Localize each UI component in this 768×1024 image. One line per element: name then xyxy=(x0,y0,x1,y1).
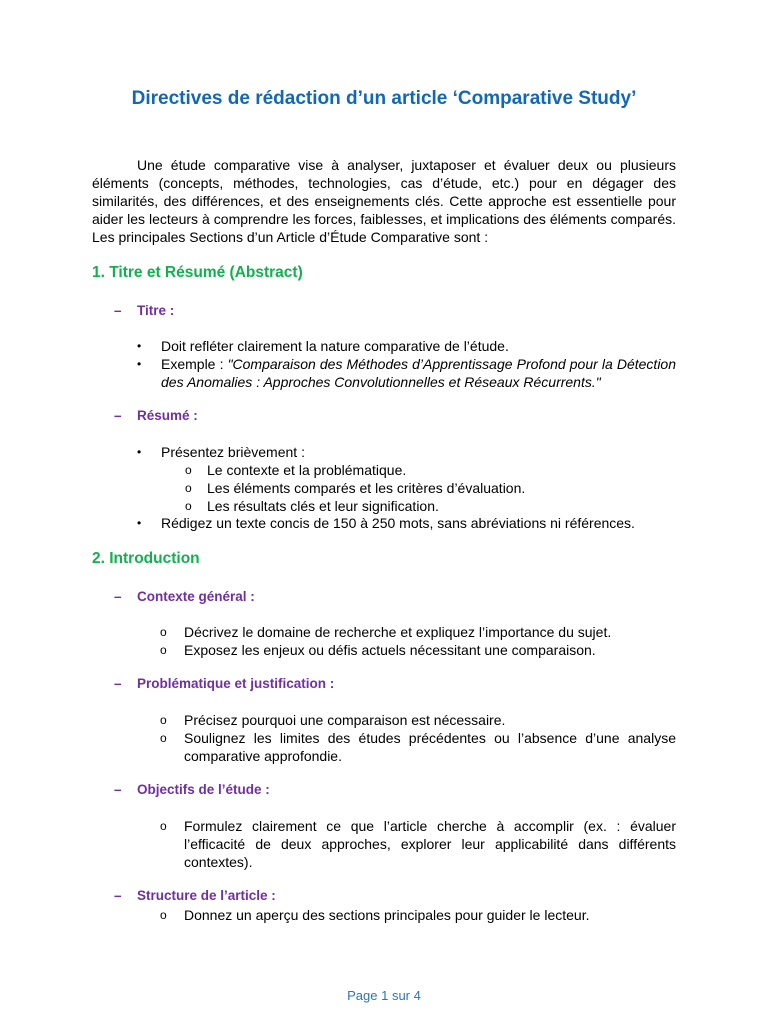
list-item-text: Le contexte et la problématique. xyxy=(207,462,407,478)
sub-list-item xyxy=(185,461,676,479)
circle-bullet-icon: o xyxy=(185,481,192,495)
dash-marker: – xyxy=(114,303,122,318)
subsection-label: Problématique et justification : xyxy=(137,676,335,691)
dash-marker: – xyxy=(114,782,122,797)
subsection-titre xyxy=(114,303,174,318)
subsection-label: Résumé : xyxy=(137,408,198,423)
page-footer: Page 1 sur 4 xyxy=(347,988,421,1003)
bullet-icon: • xyxy=(137,516,142,530)
subsection-contexte xyxy=(114,589,255,604)
sub-list-item xyxy=(160,711,676,729)
list-item-text: Les résultats clés et leur signification. xyxy=(207,498,439,514)
bullet-icon: • xyxy=(137,445,142,459)
list-item-text: Doit refléter clairement la nature comparative de l’étude. xyxy=(161,338,509,354)
subsection-objectifs xyxy=(114,782,270,797)
sub-list-item xyxy=(160,906,676,924)
circle-bullet-icon: o xyxy=(160,713,167,727)
list-item-text: Exemple : xyxy=(161,356,228,372)
subsection-label: Objectifs de l’étude : xyxy=(137,782,270,797)
circle-bullet-icon: o xyxy=(160,625,167,639)
bullet-icon: • xyxy=(137,339,142,353)
list-item xyxy=(137,355,677,391)
circle-bullet-icon: o xyxy=(160,908,167,922)
subsection-problematique xyxy=(114,676,334,691)
circle-bullet-icon: o xyxy=(185,463,192,477)
bullet-icon: • xyxy=(137,357,142,371)
subsection-structure xyxy=(114,888,276,903)
sub-list-item xyxy=(185,497,676,515)
dash-marker: – xyxy=(114,888,122,903)
section-heading-1: 1. Titre et Résumé (Abstract) xyxy=(92,264,303,281)
dash-marker: – xyxy=(114,408,122,423)
circle-bullet-icon: o xyxy=(160,819,167,833)
list-item-text: Rédigez un texte concis de 150 à 250 mots, sans abréviations ni références. xyxy=(161,515,635,531)
list-item-text: Les éléments comparés et les critères d’évaluation. xyxy=(207,480,526,496)
subsection-label: Titre : xyxy=(137,303,175,318)
dash-marker: – xyxy=(114,589,122,604)
list-item-text: Précisez pourquoi une comparaison est nécessaire. xyxy=(184,712,506,728)
sub-list-item xyxy=(160,641,676,659)
circle-bullet-icon: o xyxy=(185,499,192,513)
list-item-text: Exposez les enjeux ou défis actuels nécessitant une comparaison. xyxy=(184,642,596,658)
list-item-text: Formulez clairement ce que l’article cherche à accomplir (ex. : évaluer l’efficacité de deux approches, explorer leur applicabilité dans différents contextes). xyxy=(184,818,676,870)
list-item xyxy=(137,514,676,532)
section-heading-2: 2. Introduction xyxy=(92,550,200,567)
subsection-resume xyxy=(114,408,198,423)
sub-list-item xyxy=(160,729,676,765)
sub-list-item xyxy=(160,623,676,641)
sub-list-item xyxy=(185,479,676,497)
document-title: Directives de rédaction d’un article ‘Comparative Study’ xyxy=(131,88,637,109)
sub-list-item xyxy=(160,817,676,871)
list-item-text: Présentez brièvement : xyxy=(161,444,305,460)
circle-bullet-icon: o xyxy=(160,731,167,745)
list-item xyxy=(137,443,676,461)
dash-marker: – xyxy=(114,676,122,691)
list-item-text: Soulignez les limites des études précédentes ou l’absence d’une analyse comparative approfondie. xyxy=(184,730,676,764)
list-item xyxy=(137,337,676,355)
list-item-text: Donnez un aperçu des sections principales pour guider le lecteur. xyxy=(184,907,590,923)
subsection-label: Structure de l’article : xyxy=(137,888,276,903)
example-title: "Comparaison des Méthodes d’Apprentissage Profond pour la Détection des Anomalies : Approches Convolutionnelles et Réseaux Récurrents." xyxy=(161,356,677,390)
intro-paragraph: Une étude comparative vise à analyser, juxtaposer et évaluer deux ou plusieurs éléments (concepts, méthodes, technologies, cas d’étude, etc.) pour en dégager des similarités, des différences, et des enseignements clés. Cette approche est essentielle pour aider les lecteurs à comprendre les forces, faiblesses, et implications des éléments comparés. Les principales Sections d’un Article d’Étude Comparative sont : xyxy=(92,157,676,245)
subsection-label: Contexte général : xyxy=(137,589,255,604)
circle-bullet-icon: o xyxy=(160,643,167,657)
list-item-text: Décrivez le domaine de recherche et expliquez l’importance du sujet. xyxy=(184,624,612,640)
